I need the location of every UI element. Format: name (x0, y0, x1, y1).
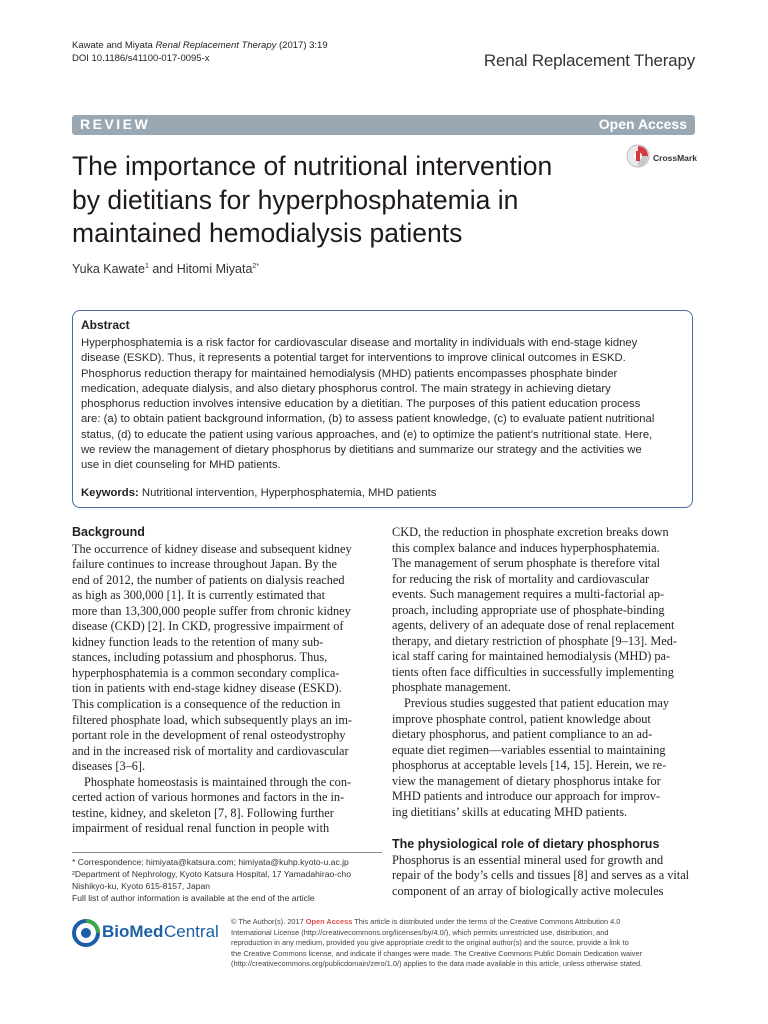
abstract-line: we review the management of dietary phosphorus by dietitians and summarize our strategy and the activities we (81, 444, 642, 457)
abstract-line: use in diet counseling for MHD patients. (81, 459, 281, 472)
affiliation: Nishikyo-ku, Kyoto 615-8157, Japan (72, 881, 211, 892)
text-line: The occurrence of kidney disease and subsequent kidney (72, 541, 352, 556)
text-line: equate diet regimen—variables essential to maintaining (392, 742, 666, 757)
citation-journal: Renal Replacement Therapy (155, 40, 277, 51)
text-line: Previous studies suggested that patient education may (404, 696, 670, 711)
text-line: ing dietitians’ skills at educating MHD patients. (392, 804, 628, 819)
text-line: as high as 300,000 [1]. It is currently estimated that (72, 588, 326, 603)
title-line: by dietitians for hyperphosphatemia in (72, 184, 519, 215)
footnote-divider (72, 852, 382, 853)
citation-line (72, 40, 328, 52)
affiliation: ²Department of Nephrology, Kyoto Katsura Hospital, 17 Yamadahirao-cho (72, 869, 351, 880)
text-line: Phosphate homeostasis is maintained through the con- (84, 774, 352, 789)
text-line: stances, including potassium and phosphorus. Thus, (72, 650, 328, 665)
paragraph (392, 696, 695, 820)
text-line: end of 2012, the number of patients on dialysis reached (72, 572, 345, 587)
license-line: the Creative Commons license, and indicate if changes were made. The Creative Commons Public Domain Dedication waiver (231, 948, 643, 958)
text-line: proach, including appropriate use of phosphate-binding (392, 602, 665, 617)
author-info-note: Full list of author information is available at the end of the article (72, 893, 315, 904)
right-column (392, 525, 695, 900)
text-line: hyperphosphatemia is a common secondary complica- (72, 665, 340, 680)
text-line: failure continues to increase throughout Japan. By the (72, 557, 337, 572)
text-line: for reducing the risk of mortality and cardiovascular (392, 571, 650, 586)
section-heading-background: Background (72, 525, 145, 539)
citation-authors: Kawate and Miyata (72, 40, 153, 51)
text-line: therapy, and dietary restriction of phosphate [9–13]. Med- (392, 633, 678, 648)
authors (72, 262, 259, 276)
text-line: kidney function leads to the retention of many sub- (72, 634, 324, 649)
logo-text-biomed: BioMed (102, 922, 164, 941)
section-heading-physiological-role: The physiological role of dietary phosphorus (392, 837, 660, 852)
text-line: The management of serum phosphate is therefore vital (392, 556, 661, 571)
text-line: portant role in the development of renal osteodystrophy (72, 728, 346, 743)
license-line (231, 917, 691, 928)
text-line: repair of the body’s cells and tissues [8] and serves as a vital (392, 868, 690, 883)
text-line: events. Such management requires a multi-factorial ap- (392, 587, 665, 602)
copyright: © The Author(s). 2017 (231, 917, 304, 926)
footnotes (72, 856, 382, 904)
text-line: component of an array of biologically active molecules (392, 884, 664, 899)
paragraph (392, 853, 695, 900)
abstract-line: are: (a) to obtain patient background information, (b) to assess patient knowledge, (c) to evaluate patient nutritional (81, 413, 655, 426)
abstract-line: phosphorus reduction involves intensive education by a dietitian. The purposes of this patient education process (81, 398, 641, 411)
title-line: The importance of nutritional intervention (72, 151, 553, 181)
text-line: testine, kidney, and skeleton [7, 8]. Following further (72, 805, 334, 820)
text-line: phosphorus at acceptable levels [14, 15]. Herein, we re- (392, 758, 667, 773)
text-line: filtered phosphate load, which subsequently plays an im- (72, 712, 353, 727)
open-access-label: Open Access (598, 116, 687, 132)
doi[interactable]: DOI 10.1186/s41100-017-0095-x (72, 53, 210, 64)
abstract-line: disease (ESKD). Thus, it represents a potential target for interventions to improve clinical outcomes in ESKD. (81, 352, 626, 365)
journal-name: Renal Replacement Therapy (483, 51, 695, 70)
abstract-line: medication, adequate dialysis, and also dietary phosphorus control. The main strategy in achieving dietary (81, 382, 611, 395)
text-line: phosphate management. (392, 680, 511, 695)
text-line: CKD, the reduction in phosphate excretion breaks down (392, 525, 669, 539)
abstract-line: status, (d) to educate the patient using various approaches, and (e) to optimize the patient’s nutritional state. Here, (81, 428, 653, 441)
text-line: agents, delivery of an adequate dose of renal replacement (392, 618, 675, 633)
logo-text-central: Central (164, 922, 219, 941)
abstract-line: Hyperphosphatemia is a risk factor for cardiovascular disease and mortality in individuals with end-stage kidney (81, 337, 638, 349)
keywords-list: Nutritional intervention, Hyperphosphatemia, MHD patients (141, 487, 437, 499)
text-line: and in the increased risk of mortality and cardiovascular (72, 743, 349, 758)
keywords (81, 487, 436, 499)
crossmark-icon[interactable] (626, 144, 650, 168)
author-affiliation: 2* (252, 262, 260, 270)
text-line: Phosphorus is an essential mineral used for growth and (392, 852, 664, 867)
text-line: view the management of dietary phosphorus intake for (392, 773, 661, 788)
license-text (231, 917, 691, 970)
license-open-access: Open Access (305, 917, 353, 926)
author-name[interactable]: Yuka Kawate (72, 262, 145, 276)
text-line: tients often face difficulties in successfully implementing (392, 664, 674, 679)
crossmark-label[interactable]: CrossMark (653, 153, 697, 163)
keywords-label: Keywords: (81, 487, 139, 499)
author-affiliation: 1 (144, 262, 149, 270)
abstract-heading: Abstract (81, 318, 130, 332)
text-line: improve phosphate control, patient knowledge about (392, 711, 651, 726)
license-line: International License (http://creativecommons.org/licenses/by/4.0/), which permits unrestricted use, distribution, and (231, 927, 609, 937)
title-line: maintained hemodialysis patients (72, 218, 463, 248)
text-line: certed action of various hormones and factors in the in- (72, 790, 345, 805)
article-type-bar (72, 115, 695, 135)
paragraph (392, 525, 695, 696)
correspondence[interactable]: * Correspondence: himiyata@katsura.com; himiyata@kuhp.kyoto-u.ac.jp (72, 857, 349, 867)
text-line: diseases [3–6]. (72, 759, 146, 774)
author-separator: and (152, 262, 174, 276)
abstract-text (81, 336, 685, 474)
text-line: dietary phosphorus, and patient compliance to an ad- (392, 727, 653, 742)
article-title (72, 150, 612, 251)
license-line-text: This article is distributed under the terms of the Creative Commons Attribution 4.0 (352, 917, 621, 926)
license-line: reproduction in any medium, provided you give appropriate credit to the original author(s) and the source, provide a link to (231, 938, 629, 948)
abstract-line: Phosphorus reduction therapy for maintained hemodialysis (MHD) patients encompasses phosphate binder (81, 367, 618, 380)
text-line: impairment of residual renal function in people with (72, 821, 330, 836)
author-name[interactable]: Hitomi Miyata (176, 262, 253, 276)
citation-volume: (2017) 3:19 (279, 40, 328, 51)
text-line: this complex balance and induces hyperphosphatemia. (392, 540, 660, 555)
license-line: (http://creativecommons.org/publicdomain/zero/1.0/) applies to the data made available in this article, unless otherwise stated. (231, 959, 643, 969)
text-line: MHD patients and introduce our approach for improv- (392, 789, 661, 804)
article-type: REVIEW (80, 116, 151, 132)
text-line: disease (CKD) [2]. In CKD, progressive impairment of (72, 619, 344, 634)
paragraph (72, 542, 375, 775)
text-line: ical staff caring for maintained hemodialysis (MHD) pa- (392, 649, 671, 664)
biomed-central-logo-icon[interactable] (72, 919, 100, 947)
left-column (72, 525, 375, 837)
text-line: more than 13,300,000 people suffer from chronic kidney (72, 603, 351, 618)
paragraph (72, 775, 375, 837)
text-line: This complication is a consequence of the reduction in (72, 697, 341, 712)
text-line: tion in patients with end-stage kidney disease (ESKD). (72, 681, 342, 696)
